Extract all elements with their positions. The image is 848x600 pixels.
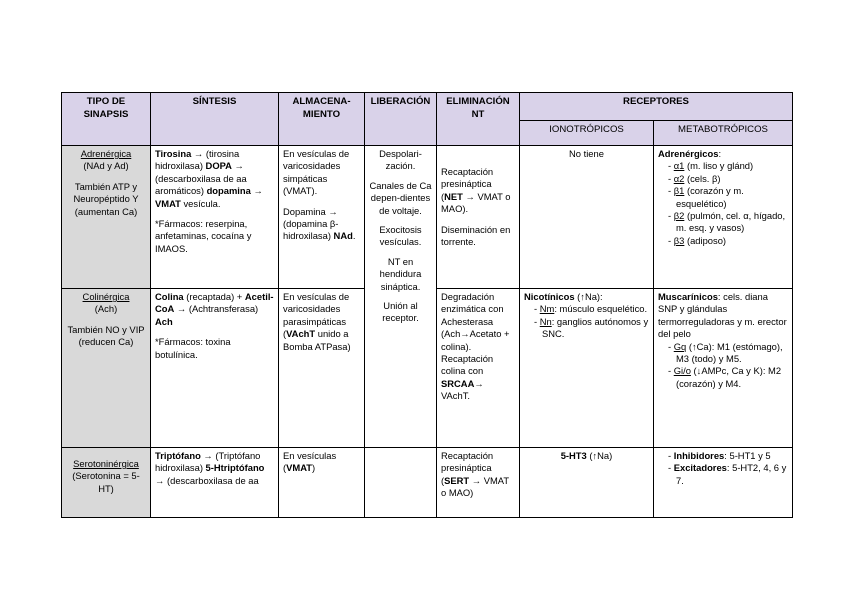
header-ionotropicos: IONOTRÓPICOS <box>520 121 654 146</box>
type-name: Serotoninérgica <box>73 458 139 469</box>
header-receptores: RECEPTORES <box>520 93 793 121</box>
meta-title: Adrenérgicos: <box>658 148 722 159</box>
iono-colinergica <box>520 289 654 448</box>
lib-step-5: Unión al receptor. <box>382 300 419 324</box>
sintesis-farmacos: *Fármacos: reserpina, anfetaminas, cocaína y IMAOS. <box>155 218 252 254</box>
sintesis-text: Tirosina → (tirosina hidroxilasa) DOPA → (descarboxilasa de aa aromáticos) dopamina → VMAT vesícula. <box>155 148 263 209</box>
list-item: - β2 (pulmón, cel. α, hígado, m. esq. y vasos) <box>668 210 786 234</box>
list-item: - Nm: músculo esquelético. <box>534 303 648 315</box>
alm-text: En vesículas (VMAT) <box>283 450 337 474</box>
meta-list <box>658 160 788 247</box>
type-name: Adrenérgica <box>80 148 132 159</box>
type-abbr: (Ach) <box>94 303 118 315</box>
lib-step-3: Exocitosis vesículas. <box>379 224 422 248</box>
eliminacion-adrenergica <box>437 146 520 289</box>
lib-step-2: Canales de Ca depen-dientes de voltaje. <box>369 179 432 216</box>
header-almacenamiento: ALMACENA-MIENTO <box>279 93 365 146</box>
sintesis-text: Colina (recaptada) + Acetil-CoA → (Achtransferasa) Ach <box>155 291 274 327</box>
alm-text: En vesículas de varicosidades parasimpáticas (VAchT unido a Bomba ATPasa) <box>283 291 351 352</box>
type-colinergica <box>62 289 151 448</box>
elim-text-1: Degradación enzimática con Achesterasa (Ach→Acetato + colina). <box>441 291 510 352</box>
meta-colinergica <box>654 289 793 448</box>
type-abbr: (Serotonina = 5-HT) <box>72 470 140 494</box>
iono-adrenergica: No tiene <box>520 146 654 289</box>
eliminacion-colinergica <box>437 289 520 448</box>
iono-serotoninergica: 5-HT3 (↑Na) <box>520 448 654 518</box>
list-item: - α1 (m. liso y glánd) <box>668 160 754 172</box>
elim-text-1: Recaptación presináptica (NET → VMAT o MAO). <box>441 166 511 215</box>
type-also: También NO y VIP (reducen Ca) <box>67 323 145 348</box>
type-serotoninergica <box>62 448 151 518</box>
header-liberacion: LIBERACIÓN <box>365 93 437 146</box>
list-item: - Gq (↑Ca): M1 (estómago), M3 (todo) y M5. <box>668 340 783 365</box>
meta-title: Muscarínicos: cels. diana SNP y glándulas termorreguladoras y m. erector del pelo <box>658 291 787 340</box>
row-serotoninergica <box>62 448 793 518</box>
list-item: - Gi/o (↓AMPc, Ca y K): M2 (corazón) y M4. <box>668 365 782 389</box>
synapse-table <box>61 92 793 518</box>
meta-list <box>658 341 788 391</box>
list-item: - Nn: ganglios autónomos y SNC. <box>534 315 649 340</box>
eliminacion-serotoninergica <box>437 448 520 518</box>
sintesis-adrenergica <box>151 146 279 289</box>
type-also: También ATP y Neuropéptido Y (aumentan Ca) <box>73 180 139 217</box>
list-item: - β3 (adiposo) <box>668 234 727 246</box>
elim-text-2: Diseminación en torrente. <box>441 223 511 248</box>
list-item: - Excitadores: 5-HT2, 4, 6 y 7. <box>668 462 787 486</box>
list-item: - Inhibidores: 5-HT1 y 5 <box>668 450 771 461</box>
elim-text: Recaptación presináptica (SERT → VMAT o MAO) <box>441 450 509 499</box>
sintesis-serotoninergica <box>151 448 279 518</box>
almacenamiento-adrenergica <box>279 146 365 289</box>
list-item: - α2 (cels. β) <box>668 172 721 184</box>
elim-text-2: Recaptación colina con SRCAA→ VAchT. <box>441 353 494 402</box>
type-name: Colinérgica <box>82 291 130 302</box>
header-eliminacion: ELIMINACIÓN NT <box>437 93 520 146</box>
almacenamiento-colinergica <box>279 289 365 448</box>
sintesis-text: Triptófano → (Triptófano hidroxilasa) 5-Htriptófano → (descarboxilasa de aa <box>155 450 265 486</box>
liberacion-cell <box>365 146 437 448</box>
meta-list <box>658 450 788 487</box>
type-abbr: (NAd y Ad) <box>83 160 129 172</box>
iono-list <box>524 303 649 340</box>
almacenamiento-serotoninergica <box>279 448 365 518</box>
liberacion-serotoninergica <box>365 448 437 518</box>
alm-text-2: Dopamina → (dopamina β-hidroxilasa) NAd. <box>283 205 356 242</box>
header-tipo: TIPO DE SINAPSIS <box>62 93 151 146</box>
header-sintesis: SÍNTESIS <box>151 93 279 146</box>
meta-adrenergica <box>654 146 793 289</box>
type-adrenergica <box>62 146 151 289</box>
meta-serotoninergica <box>654 448 793 518</box>
row-adrenergica <box>62 146 793 289</box>
lib-step-4: NT en hendidura sináptica. <box>379 255 422 292</box>
alm-text-1: En vesículas de varicosidades simpáticas (VMAT). <box>283 148 350 197</box>
lib-step-1: Despolari-zación. <box>379 148 422 172</box>
list-item: - β1 (corazón y m. esquelético) <box>668 185 744 209</box>
header-metabotropicos: METABOTRÓPICOS <box>654 121 793 146</box>
sintesis-colinergica <box>151 289 279 448</box>
sintesis-farmacos: *Fármacos: toxina botulínica. <box>155 336 231 360</box>
iono-title: Nicotínicos (↑Na): <box>524 291 603 302</box>
